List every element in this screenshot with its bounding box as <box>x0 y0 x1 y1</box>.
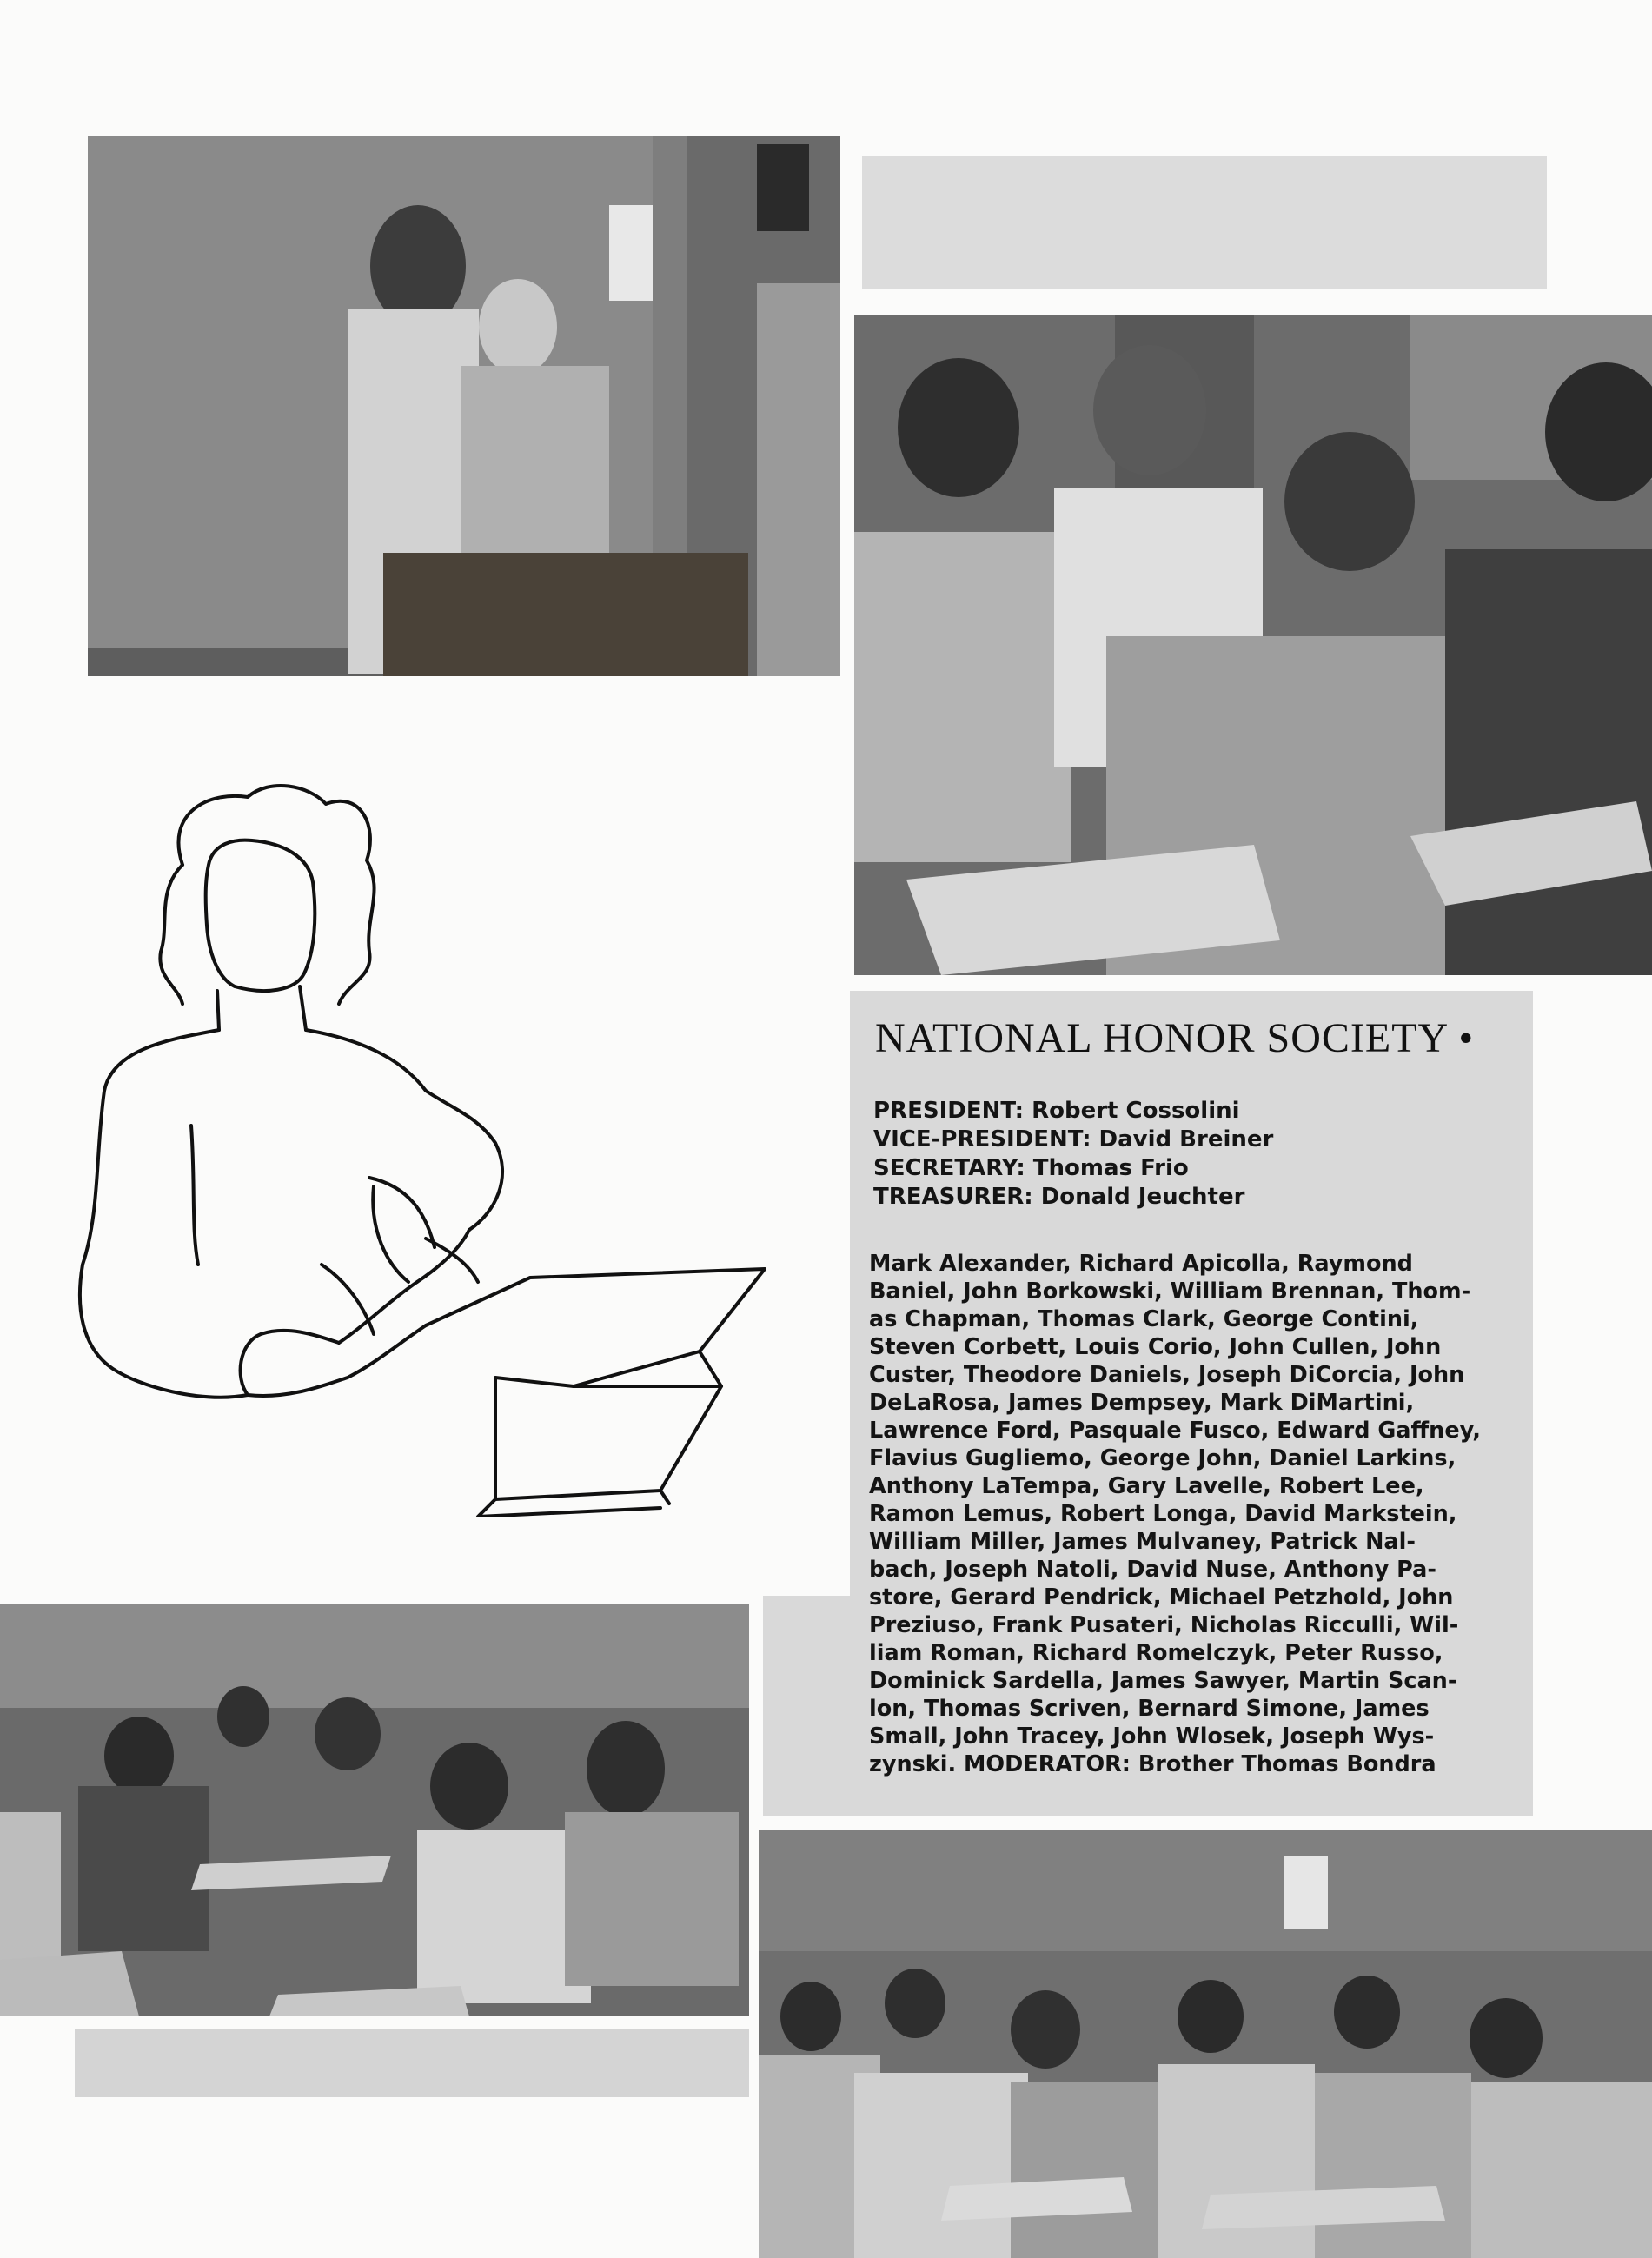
members-line: Dominick Sardella, James Sawyer, Martin Scan- <box>869 1668 1457 1694</box>
caption-panel-top <box>862 156 1547 289</box>
officer-vice-president: VICE-PRESIDENT: David Breiner <box>873 1126 1274 1152</box>
officer-secretary: SECRETARY: Thomas Frio <box>873 1155 1189 1181</box>
members-line: Baniel, John Borkowski, William Brennan, Thom- <box>869 1278 1471 1305</box>
caption-panel-bottom <box>75 2029 749 2097</box>
members-line: William Miller, James Mulvaney, Patrick Nal- <box>869 1529 1416 1555</box>
members-line: Steven Corbett, Louis Corio, John Cullen, John <box>869 1334 1442 1360</box>
members-line: Lawrence Ford, Pasquale Fusco, Edward Gaffney, <box>869 1418 1481 1444</box>
members-line: Custer, Theodore Daniels, Joseph DiCorcia, John <box>869 1362 1465 1388</box>
members-list <box>869 1250 1482 1778</box>
members-line: liam Roman, Richard Romelczyk, Peter Russo, <box>869 1640 1443 1666</box>
photo-four-students <box>854 315 1652 975</box>
members-line: Anthony LaTempa, Gary Lavelle, Robert Lee, <box>869 1473 1424 1499</box>
honor-society-text-panel-extension <box>763 1596 867 1816</box>
photo-classroom-left <box>0 1604 749 2016</box>
photo-classroom-right <box>759 1830 1652 2258</box>
members-line: Flavius Gugliemo, George John, Daniel Larkins, <box>869 1445 1456 1471</box>
photo-lectern-discussion <box>88 136 840 676</box>
members-line: as Chapman, Thomas Clark, George Contini, <box>869 1306 1419 1332</box>
section-title: NATIONAL HONOR SOCIETY • <box>875 1015 1475 1061</box>
members-line: lon, Thomas Scriven, Bernard Simone, James <box>869 1696 1430 1722</box>
officer-president: PRESIDENT: Robert Cossolini <box>873 1098 1240 1124</box>
members-line: Preziuso, Frank Pusateri, Nicholas Ricculli, Wil- <box>869 1612 1459 1638</box>
members-line: Ramon Lemus, Robert Longa, David Markstein, <box>869 1501 1457 1527</box>
officer-treasurer: TREASURER: Donald Jeuchter <box>873 1184 1245 1210</box>
members-line: Mark Alexander, Richard Apicolla, Raymond <box>869 1251 1413 1277</box>
members-line: store, Gerard Pendrick, Michael Petzhold, John <box>869 1584 1454 1610</box>
members-line: bach, Joseph Natoli, David Nuse, Anthony Pa- <box>869 1557 1436 1583</box>
members-line: zynski. MODERATOR: Brother Thomas Bondra <box>869 1751 1436 1777</box>
line-drawing-figure-illustration <box>61 778 782 1517</box>
members-line: Small, John Tracey, John Wlosek, Joseph Wys- <box>869 1723 1435 1750</box>
members-line: DeLaRosa, James Dempsey, Mark DiMartini, <box>869 1390 1415 1416</box>
officers-list <box>873 1097 1516 1212</box>
